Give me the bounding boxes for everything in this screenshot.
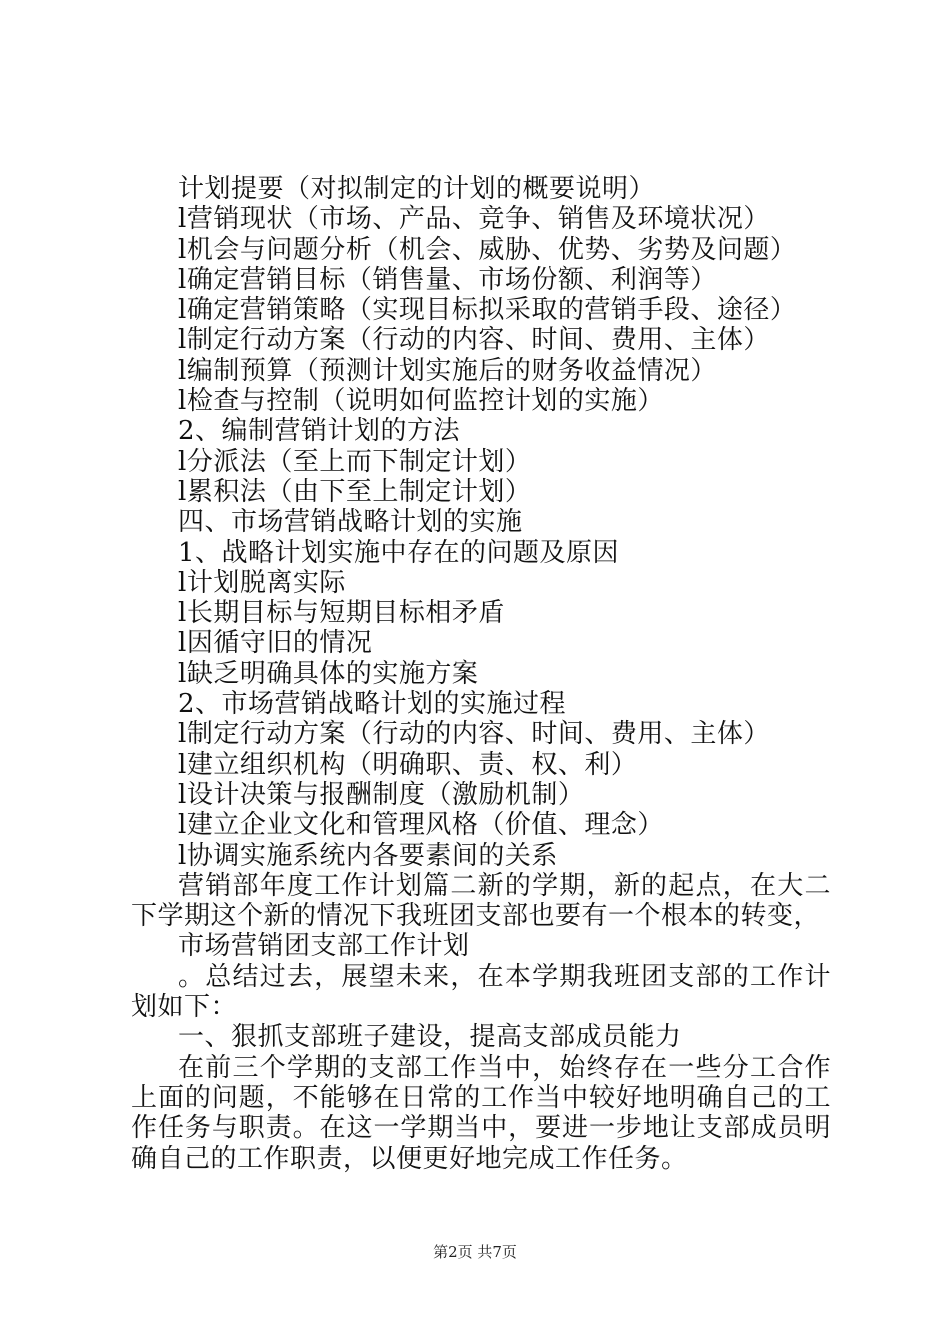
list-item: l机会与问题分析（机会、威胁、优势、劣势及问题） (178, 234, 797, 265)
section-heading: 1、战略计划实施中存在的问题及原因 (178, 537, 620, 568)
plan-summary-line: 计划提要（对拟制定的计划的概要说明） (178, 174, 656, 204)
section-heading: 四、市场营销战略计划的实施 (178, 507, 523, 538)
list-item: l确定营销目标（销售量、市场份额、利润等） (178, 264, 717, 295)
list-item: l建立组织机构（明确职、责、权、利） (178, 749, 638, 780)
body-paragraph: 在前三个学期的支部工作当中，始终存在一些分工合作上面的问题，不能够在日常的工作当中较好地明确自己的工作任务与职责。在这一学期当中，要进一步地让支部成员明确自己的工作职责，以便更好地完成工作任务。 (131, 1052, 831, 1174)
list-item: l协调实施系统内各要素间的关系 (178, 840, 558, 871)
list-item: l确定营销策略（实现目标拟采取的营销手段、途径） (178, 295, 797, 326)
section-heading: 一、狠抓支部班子建设，提高支部成员能力 (178, 1022, 682, 1053)
paragraph-title: 市场营销团支部工作计划 (178, 931, 470, 962)
document-body (131, 174, 831, 1174)
list-item: l检查与控制（说明如何监控计划的实施） (178, 386, 664, 417)
section-heading: 2、编制营销计划的方法 (178, 416, 461, 447)
list-item: l缺乏明确具体的实施方案 (178, 658, 479, 689)
list-item: l因循守旧的情况 (178, 628, 373, 659)
list-item: l分派法（至上而下制定计划） (178, 446, 532, 477)
list-item: l制定行动方案（行动的内容、时间、费用、主体） (178, 719, 770, 750)
list-item: l长期目标与短期目标相矛盾 (178, 598, 505, 629)
body-paragraph: 。总结过去，展望未来，在本学期我班团支部的工作计划如下： (131, 961, 831, 1023)
list-item: l累积法（由下至上制定计划） (178, 476, 532, 507)
list-item: l建立企业文化和管理风格（价值、理念） (178, 810, 664, 841)
body-paragraph: 营销部年度工作计划篇二新的学期，新的起点，在大二下学期这个新的情况下我班团支部也要有一个根本的转变， (131, 870, 831, 932)
list-item: l编制预算（预测计划实施后的财务收益情况） (178, 355, 717, 386)
section-heading: 2、市场营销战略计划的实施过程 (178, 689, 567, 720)
list-item: l营销现状（市场、产品、竞争、销售及环境状况） (178, 204, 770, 235)
list-item: l计划脱离实际 (178, 567, 346, 598)
list-item: l制定行动方案（行动的内容、时间、费用、主体） (178, 325, 770, 356)
list-item: l设计决策与报酬制度（激励机制） (178, 779, 585, 810)
page-number: 第2页 共7页 (433, 1243, 517, 1261)
